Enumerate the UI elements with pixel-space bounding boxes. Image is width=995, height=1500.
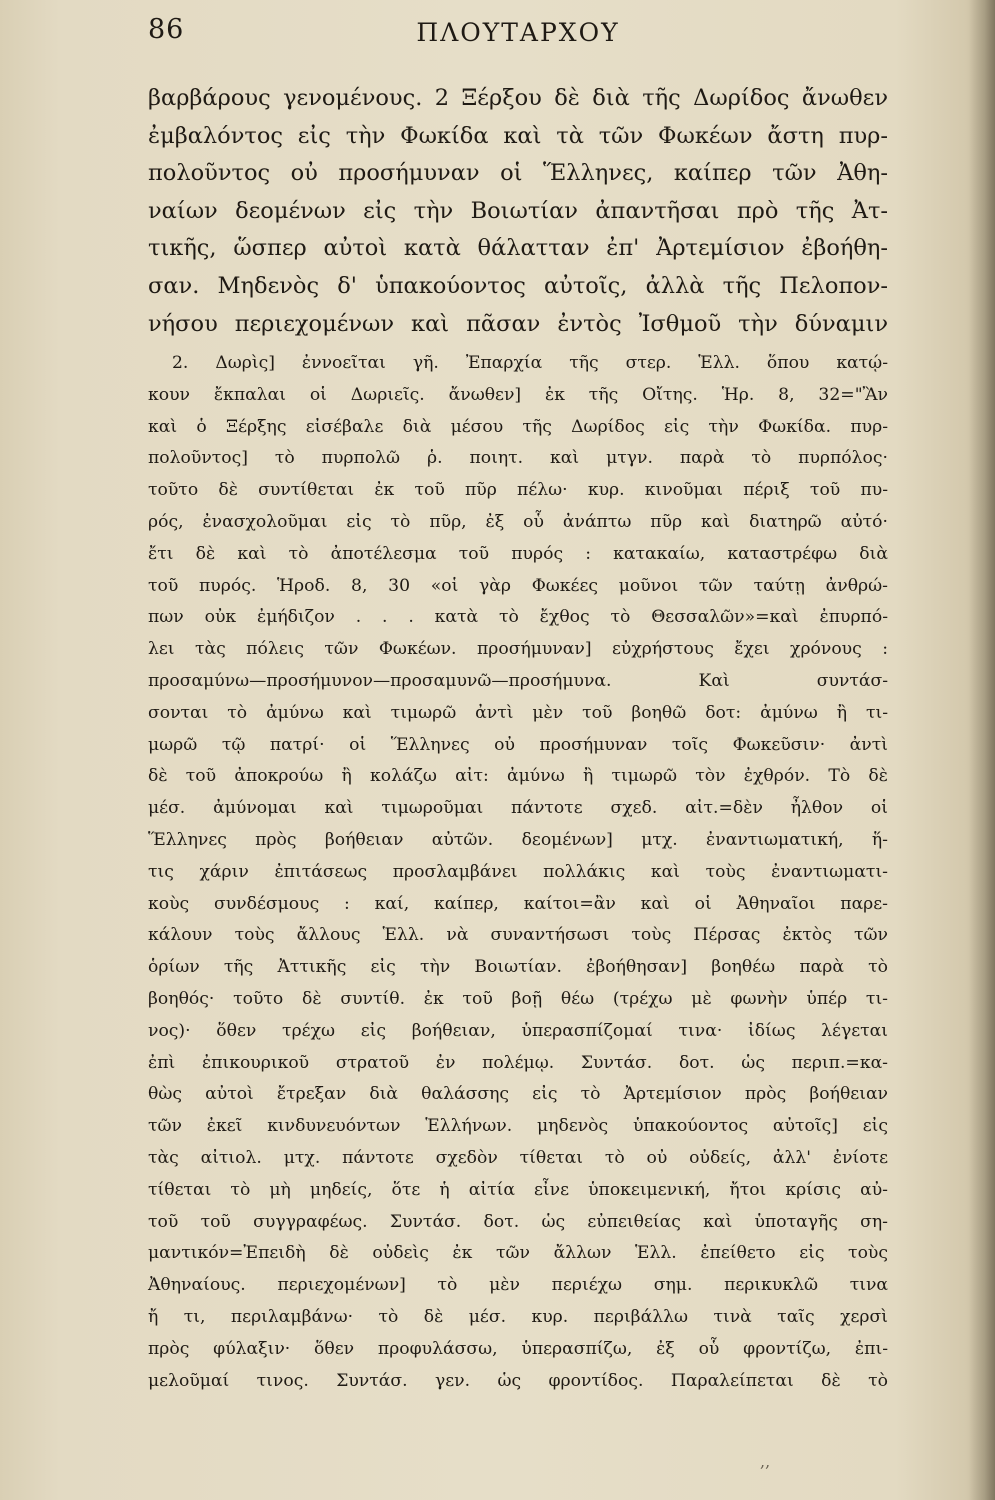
page-number: 86: [148, 14, 185, 45]
commentary-line: προσαμύνω—προσήμυνον—προσαμυνῶ—προσήμυνα. Καὶ συντάσ-: [148, 670, 888, 691]
commentary-line: τις χάριν ἐπιτάσεως προσλαμβάνει πολλάκις καὶ τοὺς ἐναντιωματι-: [148, 861, 888, 882]
commentary-line: ἐπὶ ἐπικουρικοῦ στρατοῦ ἐν πολέμῳ. Συντάσ. δοτ. ὡς περιπ.=κα-: [148, 1052, 888, 1073]
main-text-line: τικῆς, ὥσπερ αὐτοὶ κατὰ θάλατταν ἐπ' Ἀρτεμίσιον ἐβοήθη-: [148, 235, 888, 262]
commentary-line: τῶν ἐκεῖ κινδυνευόντων Ἑλλήνων. μηδενὸς ὑπακούοντος αὐτοῖς] εἰς: [148, 1116, 888, 1137]
commentary-line: δὲ τοῦ ἀποκρούω ἢ κολάζω αἰτ: ἀμύνω ἢ τιμωρῶ τὸν ἐχθρόν. Τὸ δὲ: [148, 766, 888, 787]
commentary-line: κοὺς συνδέσμους : καί, καίπερ, καίτοι=ἂν καὶ οἱ Ἀθηναῖοι παρε-: [148, 893, 888, 914]
commentary-line: μαντικόν=Ἐπειδὴ δὲ οὐδεὶς ἐκ τῶν ἄλλων Ἑλλ. ἐπείθετο εἰς τοὺς: [148, 1243, 888, 1264]
main-text-line: σαν. Μηδενὸς δ' ὑπακούοντος αὐτοῖς, ἀλλὰ τῆς Πελοπον-: [148, 272, 888, 299]
page-edge-shadow: [969, 0, 995, 1500]
commentary-line: τοῦ πυρός. Ἡροδ. 8, 30 «οἱ γὰρ Φωκέες μοῦνοι τῶν ταύτῃ ἀνθρώ-: [148, 575, 888, 596]
main-text-line: πολοῦντος οὐ προσήμυναν οἱ Ἕλληνες, καίπερ τῶν Ἀθη-: [148, 160, 888, 187]
commentary-line: μωρῶ τῷ πατρί· οἱ Ἕλληνες οὐ προσήμυναν τοῖς Φωκεῦσιν· ἀντὶ: [148, 734, 888, 755]
commentary-line: ὁρίων τῆς Ἀττικῆς εἰς τὴν Βοιωτίαν. ἐβοήθησαν] βοηθέω παρὰ τὸ: [148, 957, 888, 978]
main-text-block: [148, 80, 888, 343]
commentary-line: τὰς αἰτιολ. μτχ. πάντοτε σχεδὸν τίθεται τὸ οὐ οὐδείς, ἀλλ' ἐνίοτε: [148, 1147, 888, 1168]
commentary-line: καὶ ὁ Ξέρξης εἰσέβαλε διὰ μέσου τῆς Δωρίδος εἰς τὴν Φωκίδα. πυρ-: [148, 416, 888, 437]
commentary-line: μέσ. ἀμύνομαι καὶ τιμωροῦμαι πάντοτε σχεδ. αἰτ.=δὲν ἦλθον οἱ: [148, 798, 888, 819]
main-text-line: βαρβάρους γενομένους. 2 Ξέρξου δὲ διὰ τῆς Δωρίδος ἄνωθεν: [148, 85, 888, 111]
commentary-line: Ἕλληνες πρὸς βοήθειαν αὐτῶν. δεομένων] μτχ. ἐναντιωματική, ἥ-: [148, 829, 888, 850]
commentary-line: ἤ τι, περιλαμβάνω· τὸ δὲ μέσ. κυρ. περιβάλλω τινὰ ταῖς χερσὶ: [148, 1306, 888, 1327]
commentary-line: νος)· ὅθεν τρέχω εἰς βοήθειαν, ὑπερασπίζομαί τινα· ἰδίως λέγεται: [148, 1020, 888, 1041]
commentary-line: θὼς αὐτοὶ ἔτρεξαν διὰ θαλάσσης εἰς τὸ Ἀρτεμίσιον πρὸς βοήθειαν: [148, 1084, 888, 1105]
commentary-line: πολοῦντος] τὸ πυρπολῶ ῥ. ποιητ. καὶ μτγν. παρὰ τὸ πυρπόλος·: [148, 448, 888, 469]
commentary-block: [148, 348, 888, 1397]
commentary-line: πων οὐκ ἐμήδιζον . . . κατὰ τὸ ἔχθος τὸ Θεσσαλῶν»=καὶ ἐπυρπό-: [148, 607, 888, 628]
commentary-line: κάλουν τοὺς ἄλλους Ἑλλ. νὰ συναντήσωσι τοὺς Πέρσας ἐκτὸς τῶν: [148, 925, 888, 946]
page-header: [148, 12, 888, 52]
commentary-line: ρός, ἐνασχολοῦμαι εἰς τὸ πῦρ, ἐξ οὗ ἀνάπτω πῦρ καὶ διατηρῶ αὐτό·: [148, 511, 888, 532]
commentary-line: τίθεται τὸ μὴ μηδείς, ὅτε ἡ αἰτία εἶνε ὑποκειμενική, ἤτοι κρίσις αὐ-: [148, 1179, 888, 1200]
commentary-line: βοηθός· τοῦτο δὲ συντίθ. ἐκ τοῦ βοῇ θέω (τρέχω μὲ φωνὴν ὑπέρ τι-: [148, 988, 888, 1009]
commentary-line: πρὸς φύλαξιν· ὅθεν προφυλάσσω, ὑπερασπίζω, ἐξ οὗ φροντίζω, ἐπι-: [148, 1338, 888, 1359]
commentary-line: τοῦτο δὲ συντίθεται ἐκ τοῦ πῦρ πέλω· κυρ. κινοῦμαι πέριξ τοῦ πυ-: [148, 480, 888, 501]
commentary-line: σονται τὸ ἀμύνω καὶ τιμωρῶ ἀντὶ μὲν τοῦ βοηθῶ δοτ: ἀμύνω ἢ τι-: [148, 702, 888, 723]
commentary-line: Ἀθηναίους. περιεχομένων] τὸ μὲν περιέχω σημ. περικυκλῶ τινα: [148, 1275, 888, 1296]
commentary-line: ἔτι δὲ καὶ τὸ ἀποτέλεσμα τοῦ πυρός : κατακαίω, καταστρέφω διὰ: [148, 543, 888, 564]
commentary-line: κουν ἔκπαλαι οἱ Δωριεῖς. ἄνωθεν] ἐκ τῆς Οἴτης. Ἡρ. 8, 32="Ἂν: [148, 384, 888, 405]
main-text-line: ναίων δεομένων εἰς τὴν Βοιωτίαν ἀπαντῆσαι πρὸ τῆς Ἀτ-: [148, 197, 888, 224]
commentary-line: 2. Δωρὶς] ἐννοεῖται γῆ. Ἐπαρχία τῆς στερ. Ἑλλ. ὅπου κατῴ-: [172, 353, 888, 373]
running-head: ΠΛΟΥΤΑΡΧΟΥ: [416, 18, 620, 47]
ink-mark: ,,: [760, 1452, 771, 1471]
commentary-line: τοῦ τοῦ συγγραφέως. Συντάσ. δοτ. ὡς εὐπειθείας καὶ ὑποταγῆς ση-: [148, 1211, 888, 1232]
commentary-line: λει τὰς πόλεις τῶν Φωκέων. προσήμυναν] εὐχρήστους ἔχει χρόνους :: [148, 639, 888, 660]
commentary-line: μελοῦμαί τινος. Συντάσ. γεν. ὡς φροντίδος. Παραλείπεται δὲ τὸ: [148, 1370, 888, 1391]
main-text-line: ἐμβαλόντος εἰς τὴν Φωκίδα καὶ τὰ τῶν Φωκέων ἄστη πυρ-: [148, 122, 888, 149]
main-text-line: νήσου περιεχομένων καὶ πᾶσαν ἐντὸς Ἰσθμοῦ τὴν δύναμιν: [148, 310, 888, 337]
